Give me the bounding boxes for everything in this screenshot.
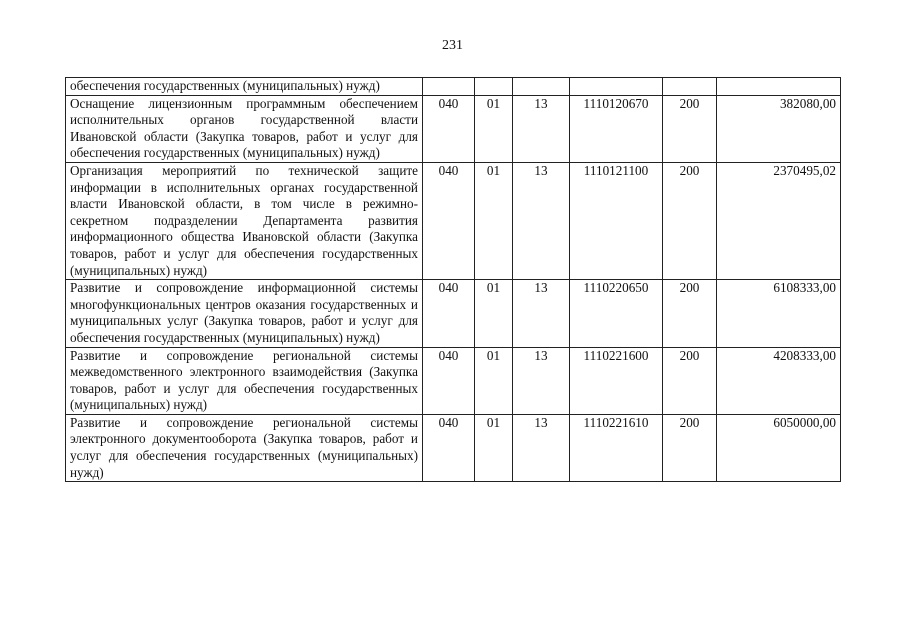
row-description: Организация мероприятий по технической защите информации в исполнительных органах государственной власти Ивановской области, в том числе в режимно-секретном подразделении Департамента развития информационного общества Ивановской области (Закупка товаров, работ и услуг для обеспечения государственных (муниципальных) нужд) [66,162,423,279]
table-row [66,162,841,279]
section-cell: 01 [475,414,513,481]
row-description: Оснащение лицензионным программным обеспечением исполнительных органов государственной власти Ивановской области (Закупка товаров, работ и услуг для обеспечения государственных (муниципальных) нужд) [66,95,423,162]
admin-code-cell: 040 [423,95,475,162]
target-article-cell: 1110121100 [570,162,663,279]
section-cell [475,78,513,96]
expense-type-cell: 200 [663,162,717,279]
table-row [66,78,841,96]
section-cell: 01 [475,95,513,162]
page-number: 231 [442,38,463,53]
row-description: Развитие и сопровождение региональной системы межведомственного электронного взаимодействия (Закупка товаров, работ и услуг для обеспечения государственных (муниципальных) нужд) [66,347,423,414]
amount-cell [717,78,841,96]
subsection-cell: 13 [513,280,570,347]
table-row [66,414,841,481]
table-row [66,280,841,347]
row-description: обеспечения государственных (муниципальных) нужд) [66,78,423,96]
amount-cell: 6050000,00 [717,414,841,481]
subsection-cell: 13 [513,162,570,279]
expense-type-cell: 200 [663,95,717,162]
admin-code-cell [423,78,475,96]
target-article-cell: 1110221600 [570,347,663,414]
budget-table [65,77,841,482]
admin-code-cell: 040 [423,162,475,279]
table-row [66,95,841,162]
amount-cell: 4208333,00 [717,347,841,414]
amount-cell: 382080,00 [717,95,841,162]
subsection-cell: 13 [513,95,570,162]
section-cell: 01 [475,347,513,414]
subsection-cell: 13 [513,347,570,414]
amount-cell: 6108333,00 [717,280,841,347]
subsection-cell [513,78,570,96]
target-article-cell [570,78,663,96]
subsection-cell: 13 [513,414,570,481]
expense-type-cell: 200 [663,347,717,414]
amount-cell: 2370495,02 [717,162,841,279]
row-description: Развитие и сопровождение региональной системы электронного документооборота (Закупка товаров, работ и услуг для обеспечения государственных (муниципальных) нужд) [66,414,423,481]
target-article-cell: 1110120670 [570,95,663,162]
expense-type-cell: 200 [663,280,717,347]
section-cell: 01 [475,280,513,347]
admin-code-cell: 040 [423,414,475,481]
target-article-cell: 1110221610 [570,414,663,481]
section-cell: 01 [475,162,513,279]
expense-type-cell: 200 [663,414,717,481]
admin-code-cell: 040 [423,347,475,414]
admin-code-cell: 040 [423,280,475,347]
row-description: Развитие и сопровождение информационной системы многофункциональных центров оказания государственных и муниципальных услуг (Закупка товаров, работ и услуг для обеспечения государственных (муниципальных) нужд) [66,280,423,347]
target-article-cell: 1110220650 [570,280,663,347]
expense-type-cell [663,78,717,96]
table-row [66,347,841,414]
